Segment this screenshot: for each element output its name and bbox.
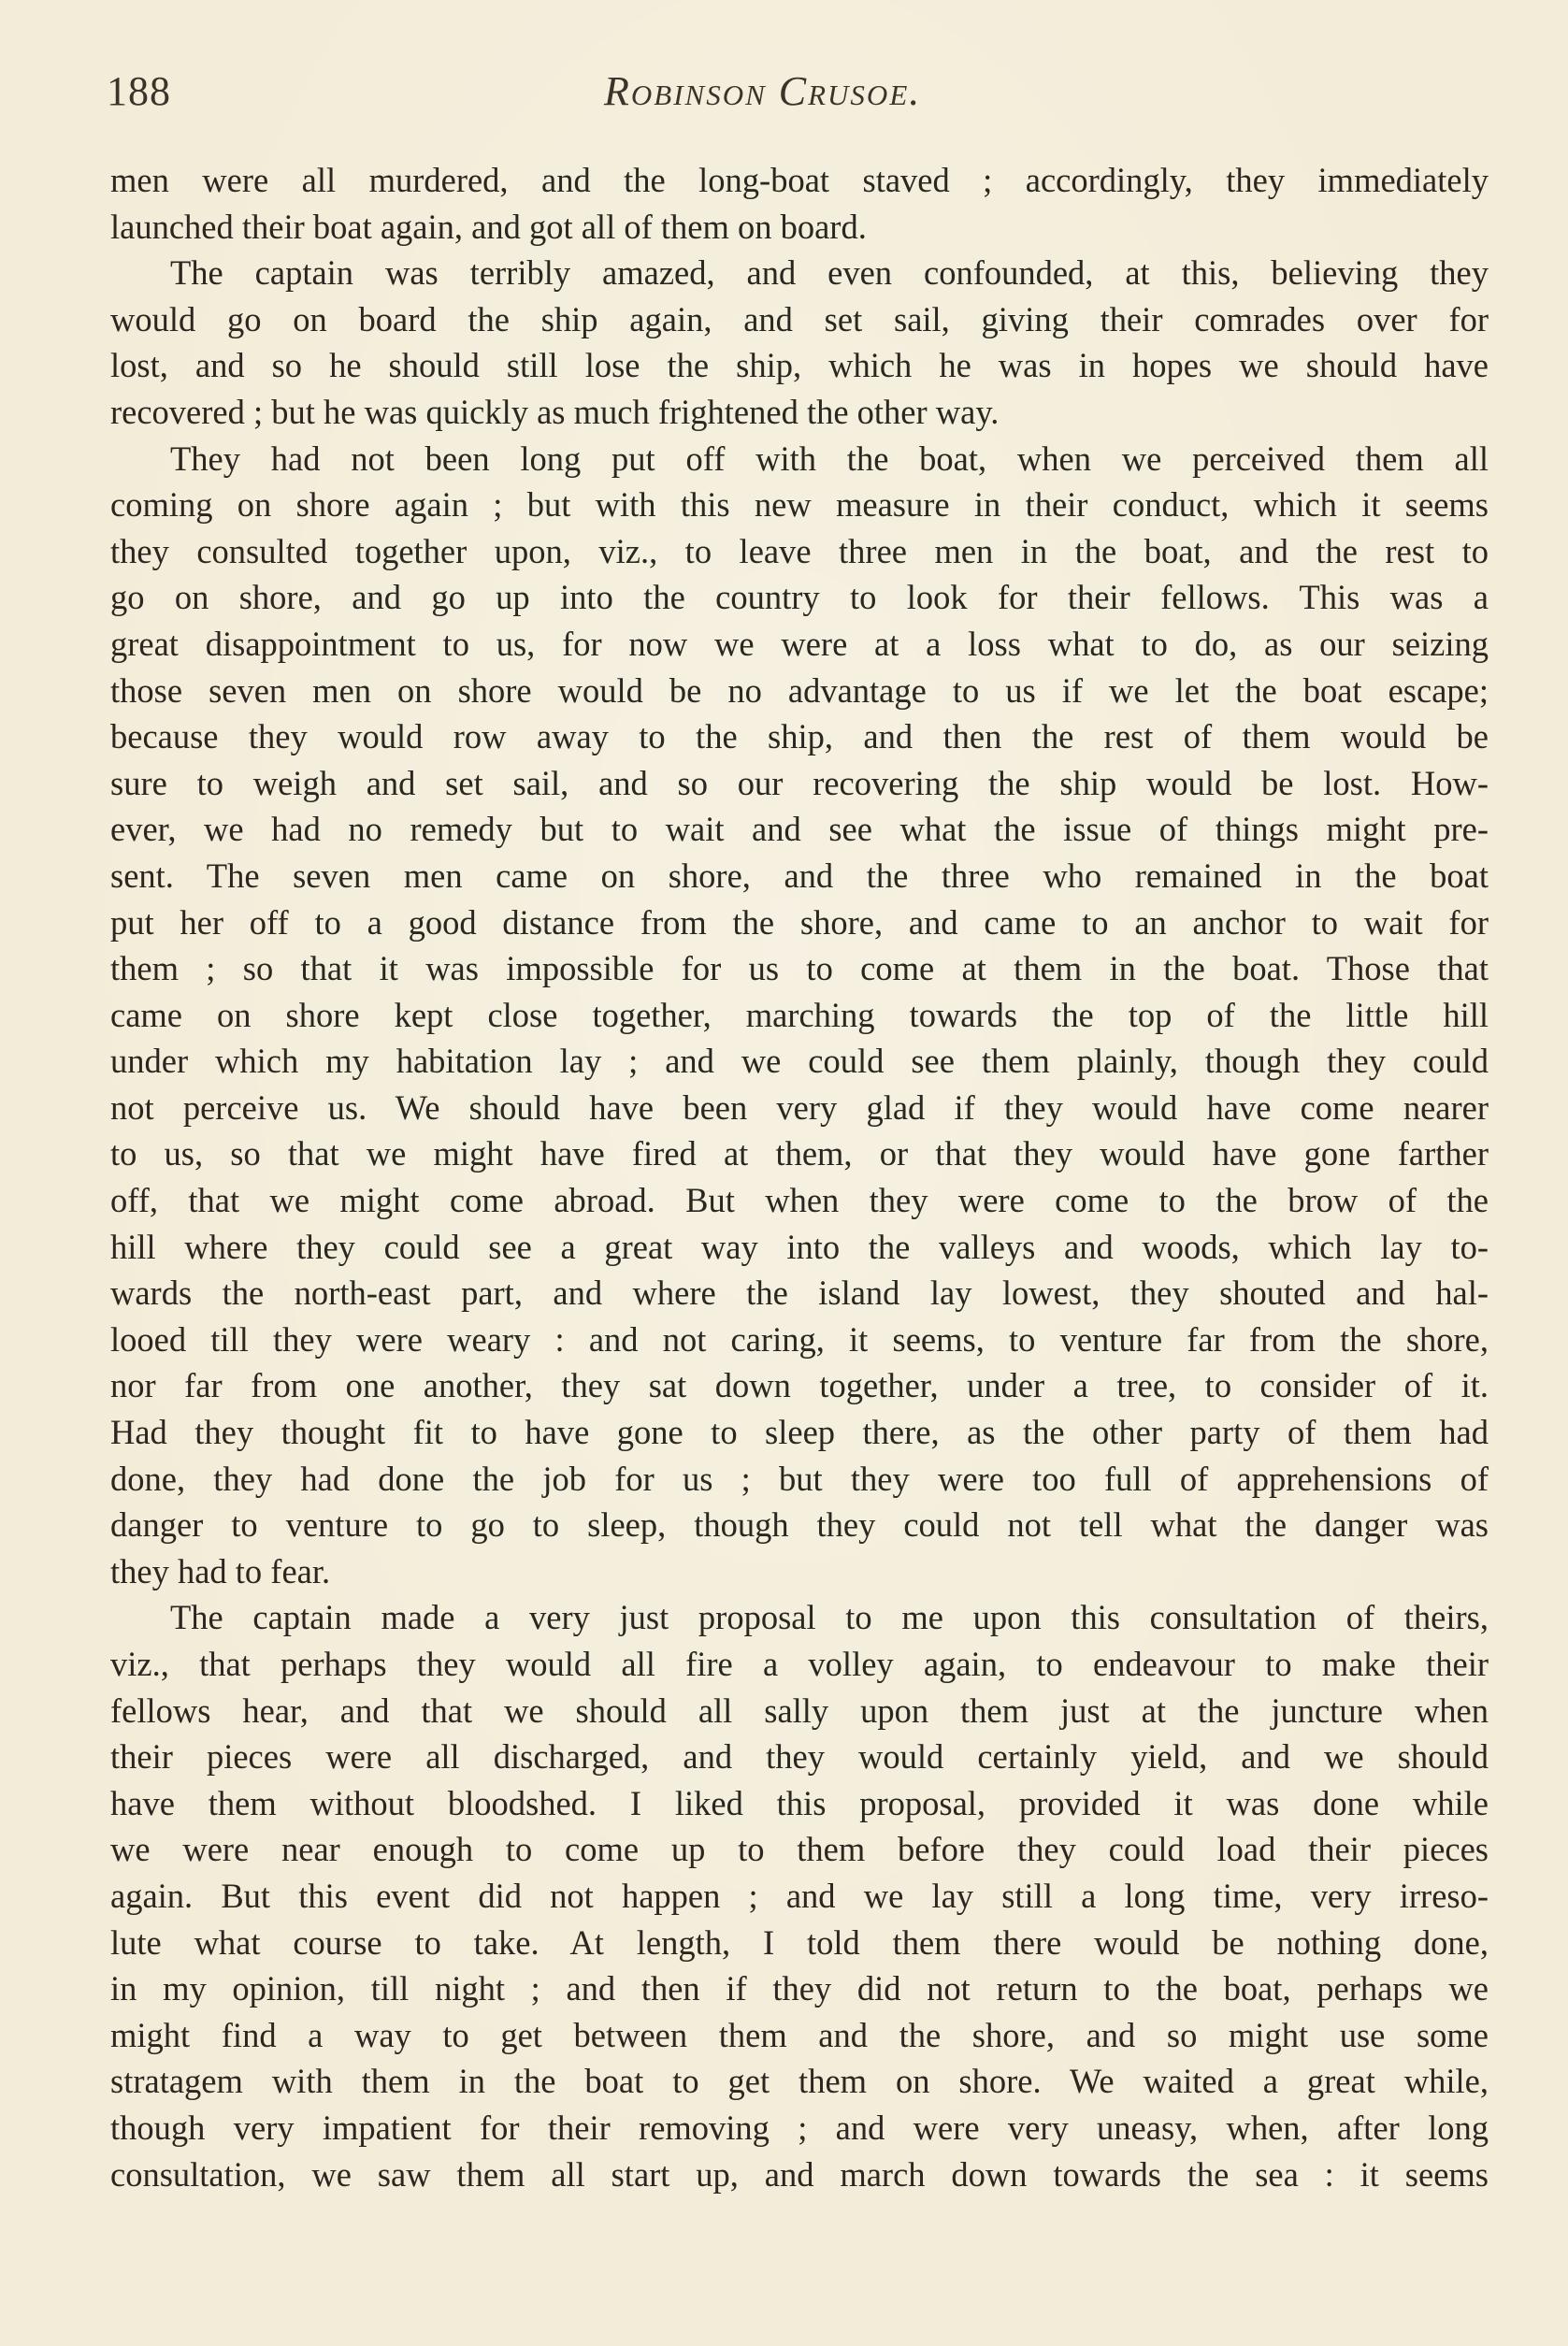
text-line: they consulted together upon, viz., to leave three men in the boat, and the rest to xyxy=(110,531,1489,570)
text-line: have them without bloodshed. I liked this proposal, provided it was done while xyxy=(110,1783,1489,1822)
text-line: done, they had done the job for us ; but they were too full of apprehensions of xyxy=(110,1459,1489,1498)
text-line: we were near enough to come up to them before they could load their pieces xyxy=(110,1830,1489,1869)
text-line: might find a way to get between them and the shore, and so might use some xyxy=(110,2015,1489,2054)
text-line: put her off to a good distance from the shore, and came to an anchor to wait for xyxy=(110,902,1489,942)
text-line: their pieces were all discharged, and they would certainly yield, and we should xyxy=(110,1737,1489,1777)
text-line: would go on board the ship again, and set sail, giving their comrades over for xyxy=(110,299,1489,338)
text-line: danger to venture to go to sleep, though they could not tell what the danger was xyxy=(110,1505,1489,1545)
text-line: stratagem with them in the boat to get them on shore. We waited a great while, xyxy=(110,2062,1489,2101)
text-line: those seven men on shore would be no advantage to us if we let the boat escape; xyxy=(110,670,1489,710)
text-line: them ; so that it was impossible for us to come at them in the boat. Those that xyxy=(110,949,1489,988)
paragraph xyxy=(110,157,1489,250)
paragraph xyxy=(110,436,1489,1595)
text-line: to us, so that we might have fired at them, or that they would have gone farther xyxy=(110,1134,1489,1173)
paragraph xyxy=(110,1594,1489,2197)
text-line: recovered ; but he was quickly as much frightened the other way. xyxy=(110,392,1000,431)
text-line: coming on shore again ; but with this new measure in their conduct, which it seems xyxy=(110,485,1489,525)
text-line: nor far from one another, they sat down together, under a tree, to consider of it. xyxy=(110,1366,1489,1405)
text-line: they had to fear. xyxy=(110,1551,331,1590)
text-line: The captain was terribly amazed, and even confounded, at this, believing they xyxy=(170,253,1489,293)
text-line: wards the north-east part, and where the island lay lowest, they shouted and hal- xyxy=(110,1274,1489,1313)
text-line: again. But this event did not happen ; and we lay still a long time, very irreso- xyxy=(110,1876,1489,1915)
text-line: off, that we might come abroad. But when they were come to the brow of the xyxy=(110,1181,1489,1220)
text-line: They had not been long put off with the boat, when we perceived them all xyxy=(170,439,1489,478)
running-title: Robinson Crusoe. xyxy=(604,68,922,114)
text-line: under which my habitation lay ; and we could see them plainly, though they could xyxy=(110,1042,1489,1081)
text-line: came on shore kept close together, marching towards the top of the little hill xyxy=(110,995,1489,1034)
text-line: lute what course to take. At length, I told them there would be nothing done, xyxy=(110,1922,1489,1962)
text-line: ever, we had no remedy but to wait and see what the issue of things might pre- xyxy=(110,810,1489,849)
text-line: not perceive us. We should have been very glad if they would have come nearer xyxy=(110,1087,1489,1127)
text-line: looed till they were weary : and not caring, it seems, to venture far from the shore, xyxy=(110,1319,1489,1359)
text-line: go on shore, and go up into the country to look for their fellows. This was a xyxy=(110,578,1489,617)
text-line: lost, and so he should still lose the ship, which he was in hopes we should have xyxy=(110,346,1489,385)
text-line: in my opinion, till night ; and then if they did not return to the boat, perhaps we xyxy=(110,1969,1489,2008)
paragraph xyxy=(110,250,1489,435)
body-text xyxy=(110,157,1489,2197)
text-line: sent. The seven men came on shore, and the three who remained in the boat xyxy=(110,856,1489,895)
text-line: consultation, we saw them all start up, and march down towards the sea : it seems xyxy=(110,2154,1489,2194)
text-line: because they would row away to the ship, and then the rest of them would be xyxy=(110,717,1489,756)
text-line: hill where they could see a great way into the valleys and woods, which lay to- xyxy=(110,1227,1489,1266)
text-line: though very impatient for their removing ; and were very uneasy, when, after long xyxy=(110,2108,1489,2147)
text-line: launched their boat again, and got all of them on board. xyxy=(110,207,867,246)
page-header xyxy=(107,67,1490,123)
text-line: men were all murdered, and the long-boat staved ; accordingly, they immediately xyxy=(110,161,1489,199)
text-line: The captain made a very just proposal to me upon this consultation of theirs, xyxy=(170,1598,1489,1637)
text-line: great disappointment to us, for now we were at a loss what to do, as our seizing xyxy=(110,624,1489,663)
text-line: Had they thought fit to have gone to sleep there, as the other party of them had xyxy=(110,1413,1489,1452)
text-line: fellows hear, and that we should all sally upon them just at the juncture when xyxy=(110,1691,1489,1730)
text-line: sure to weigh and set sail, and so our recovering the ship would be lost. How- xyxy=(110,763,1489,802)
page-number: 188 xyxy=(107,68,171,114)
text-line: viz., that perhaps they would all fire a volley again, to endeavour to make their xyxy=(110,1645,1489,1683)
